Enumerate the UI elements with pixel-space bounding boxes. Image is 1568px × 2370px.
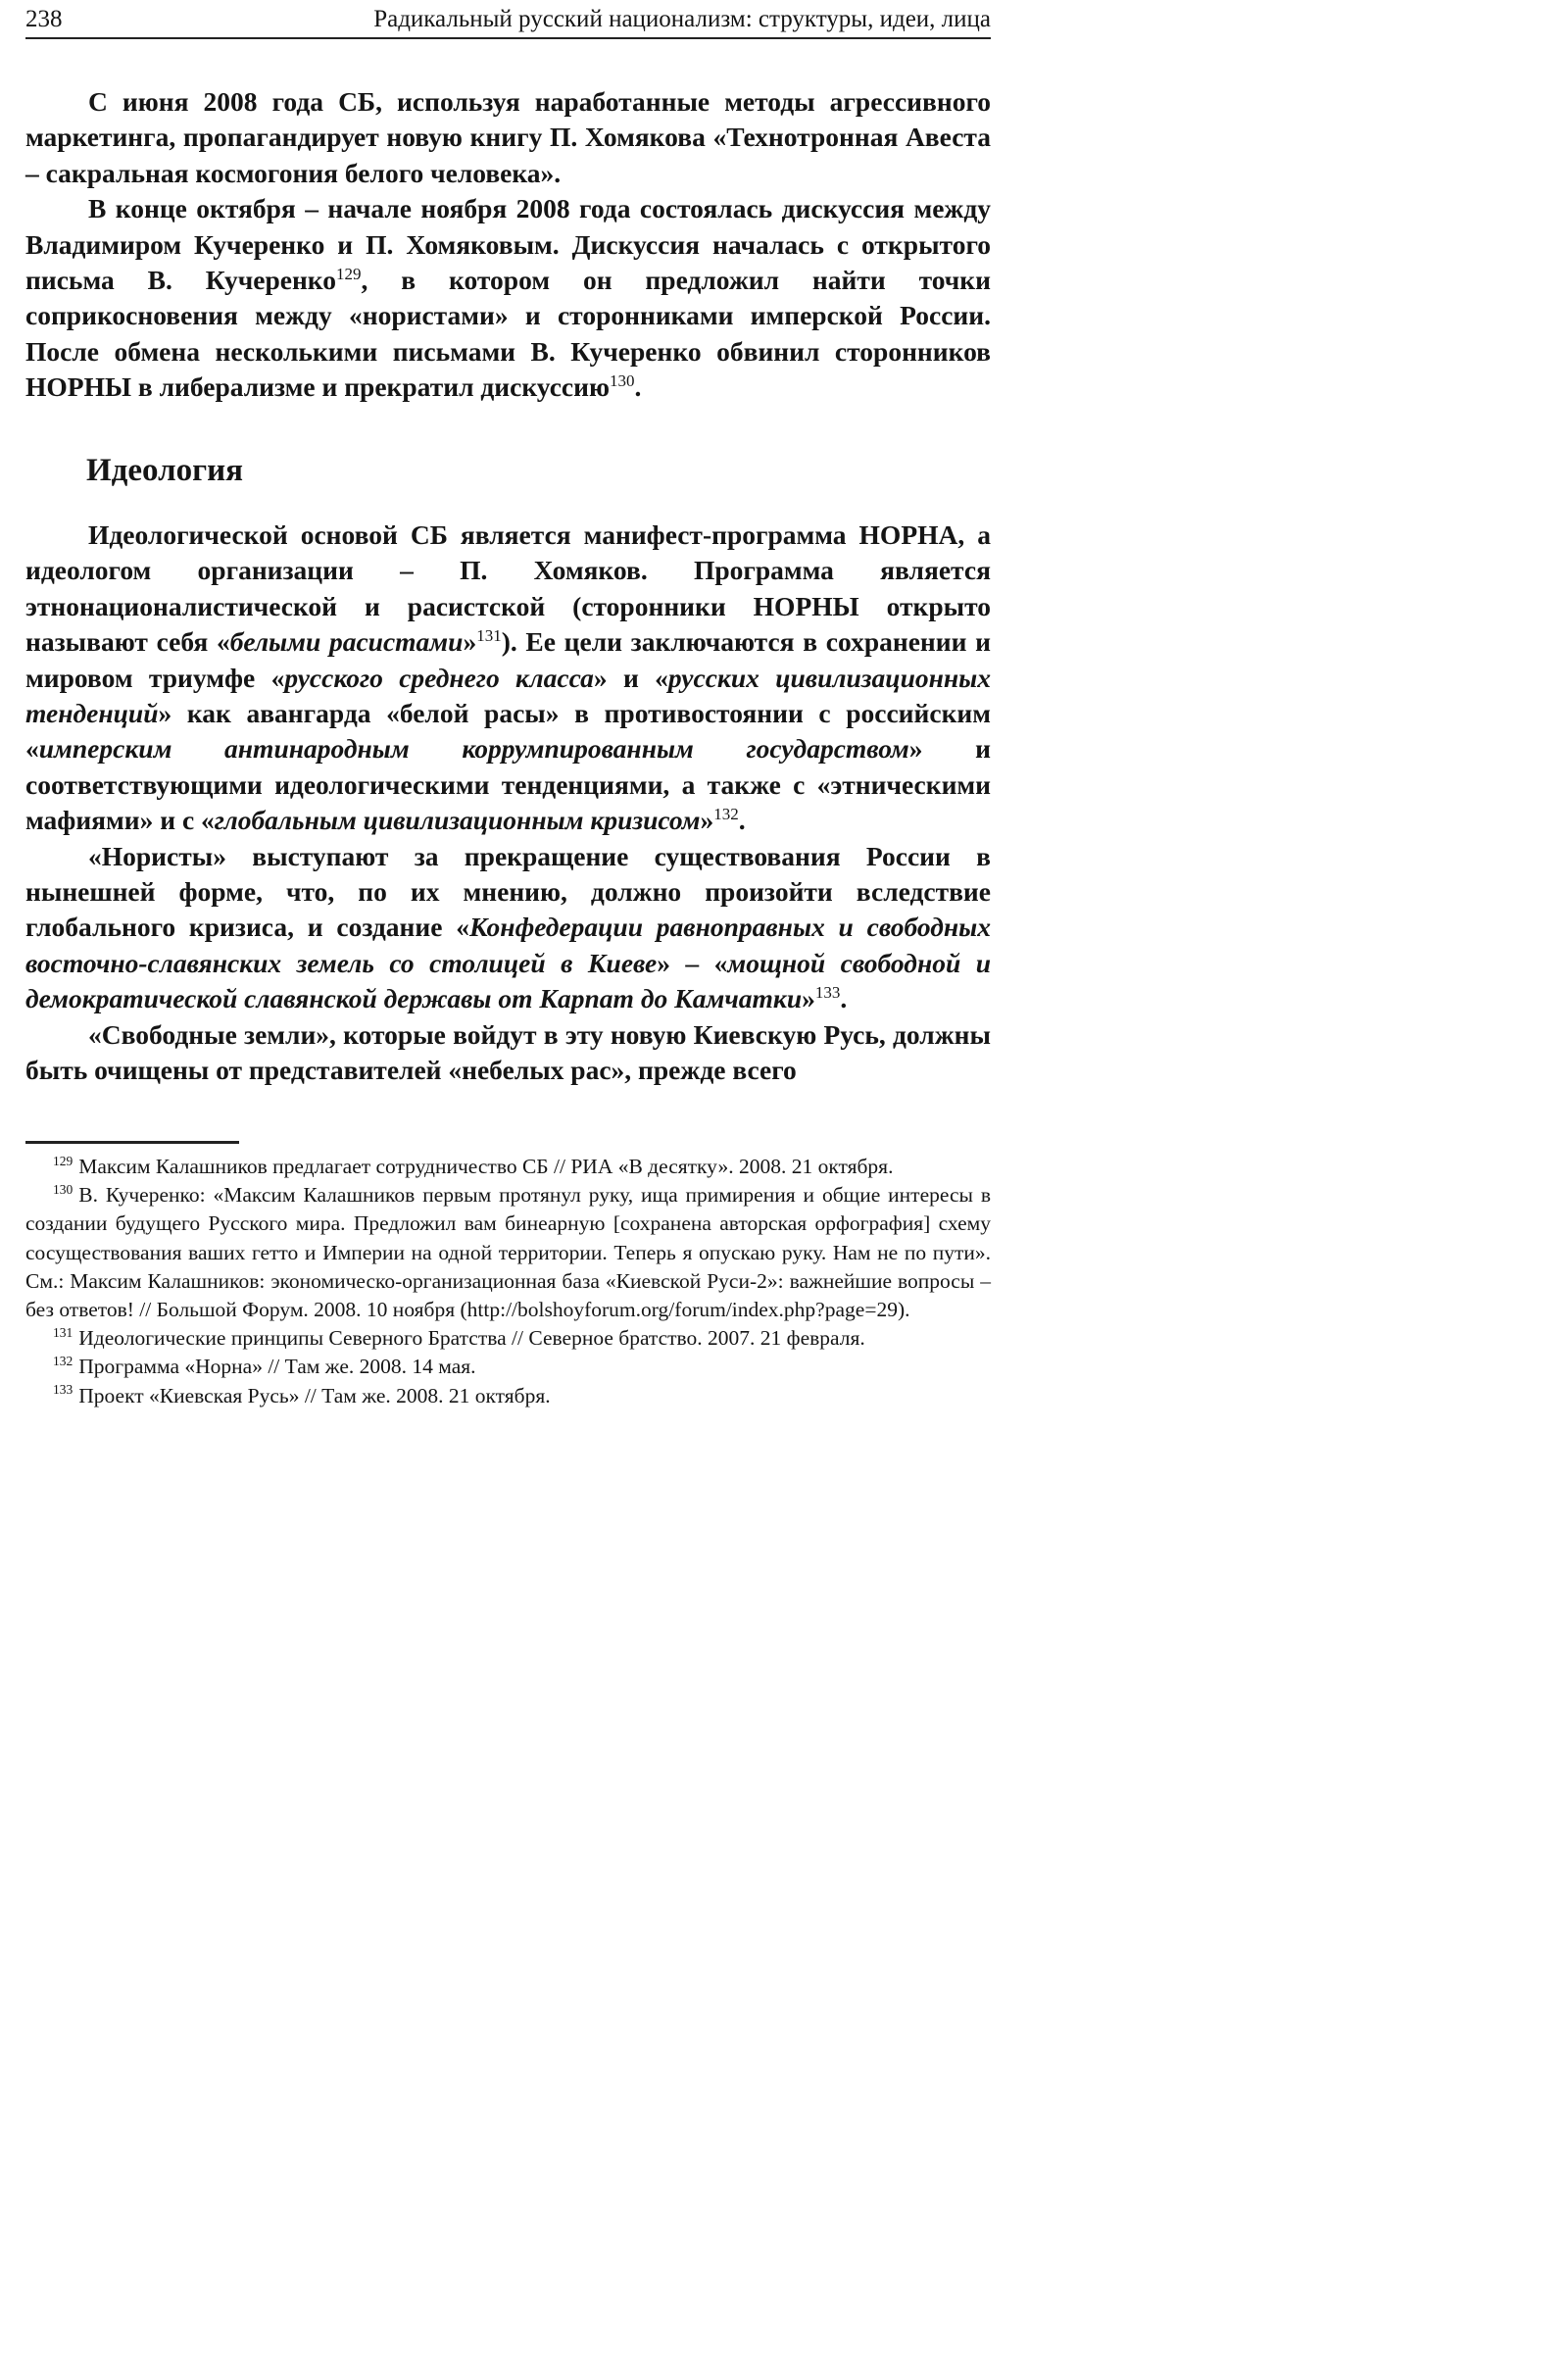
footnote-ref-129: 129 [336,264,362,283]
footnote-129 [25,1153,991,1181]
footnote-132 [25,1353,991,1381]
italic-quote: русского среднего класса [284,662,594,693]
running-title: Радикальный русский национализм: структуры, идеи, лица [373,6,991,32]
italic-quote: мощной свободной и демократической славянской державы от Карпат до Камчатки [25,947,992,1014]
footnote-text: Программа «Норна» // Там же. 2008. 14 мая. [78,1355,476,1379]
italic-quote: русских цивилизационных тенденций [25,662,991,729]
page-header [25,2,991,39]
book-page [25,0,991,1568]
section-heading: Идеология [86,453,243,488]
footnote-text: В. Кучеренко: «Максим Калашников первым протянул руку, ища примирения и общие интересы в создании будущего Русского мира. Предложил вам бинеарную [сохранена авторская орфография] схему сосуществования ваших гетто и Империи на одной территории. Теперь я опускаю руку. Нам не по пути». См.: Максим Калашников: экономическо-организационная база «Киевской Руси-2»: важнейшие вопросы – без ответов! // Большой Форум. 2008. 10 ноября (http://bolshoyforum.org/forum/index.php?page=29). [25,1183,991,1322]
paragraph-3-text-e: » как авангарда «белой расы» в противостоянии с российским « [25,698,991,765]
body-section-1 [25,84,991,406]
footnote-number: 131 [53,1325,74,1341]
footnote-ref-131: 131 [476,626,502,646]
paragraph-4-text-a: «Нористы» выступают за прекращение существования России в нынешней форме, что, по их мнению, должно произойти вследствие глобального кризиса, и создание « [25,840,991,943]
page-number: 238 [25,6,63,32]
footnote-number: 129 [53,1153,74,1168]
paragraph-2-text-b: , в котором он предложил найти точки соприкосновения между «нористами» и сторонниками имперской России. После обмена несколькими письмами В. Кучеренко обвинил сторонников НОРНЫ в либерализме и прекратил дискуссию [25,265,991,403]
footnote-ref-130: 130 [609,371,635,391]
footnote-divider [25,1141,239,1144]
paragraph-2-text-a: В конце октября – начале ноября 2008 года состоялась дискуссия между Владимиром Кучеренко и П. Хомяковым. Дискуссия началась с открытого письма В. Кучеренко [25,193,991,296]
footnote-text: Проект «Киевская Русь» // Там же. 2008. 21 октября. [78,1383,551,1407]
italic-quote: Конфедерации равноправных и свободных восточно-славянских земель со столицей в Киеве [25,912,991,978]
footnote-number: 132 [53,1354,74,1369]
footnotes [25,1153,991,1410]
paragraph-3-text-c: ). Ее цели заключаются в сохранении и мировом триумфе « [25,626,991,693]
footnote-number: 130 [53,1182,74,1198]
footnote-text: Идеологические принципы Северного Братства // Северное братство. 2007. 21 февраля. [78,1326,865,1351]
paragraph-4-text-d: . [840,983,848,1014]
paragraph-2 [25,191,991,405]
paragraph-3-text-h: . [738,805,746,836]
paragraph-4-text-c: » [802,983,815,1014]
paragraph-3-text-g: » [700,805,714,836]
italic-quote: глобальным цивилизационным кризисом [214,805,701,836]
paragraph-1: С июня 2008 года СБ, используя наработанные методы агрессивного маркетинга, пропагандирует новую книгу П. Хомякова «Технотронная Авеста – сакральная космогония белого человека». [25,86,991,188]
footnote-text: Максим Калашников предлагает сотрудничество СБ // РИА «В десятку». 2008. 21 октября. [78,1155,894,1178]
footnote-ref-132: 132 [713,805,739,824]
paragraph-3-text-d: » и « [593,662,668,693]
italic-quote: имперским антинародным коррумпированным государством [38,733,909,765]
body-section-2 [25,518,991,1089]
footnote-133 [25,1382,991,1410]
paragraph-3-text-f: » и соответствующими идеологическими тенденциями, а также с «этническими мафиями» и с « [25,733,991,836]
paragraph-3-text-a: Идеологической основой СБ является манифест-программа НОРНА, а идеологом организации – П. Хомяков. Программа является этнонационалистической и расистской (сторонники НОРНЫ открыто называют себя « [25,519,991,658]
italic-quote: белыми расистами [229,626,464,658]
paragraph-4-text-b: » – « [657,947,728,978]
paragraph-3 [25,518,991,839]
footnote-number: 133 [53,1382,74,1398]
paragraph-2-text-c: . [634,371,642,403]
footnote-131 [25,1324,991,1353]
footnote-130 [25,1181,991,1324]
paragraph-3-text-b: » [463,626,477,658]
paragraph-4 [25,839,991,1017]
footnote-ref-133: 133 [814,983,841,1003]
paragraph-5: «Свободные земли», которые войдут в эту новую Киевскую Русь, должны быть очищены от представителей «небелых рас», прежде всего [25,1018,991,1086]
